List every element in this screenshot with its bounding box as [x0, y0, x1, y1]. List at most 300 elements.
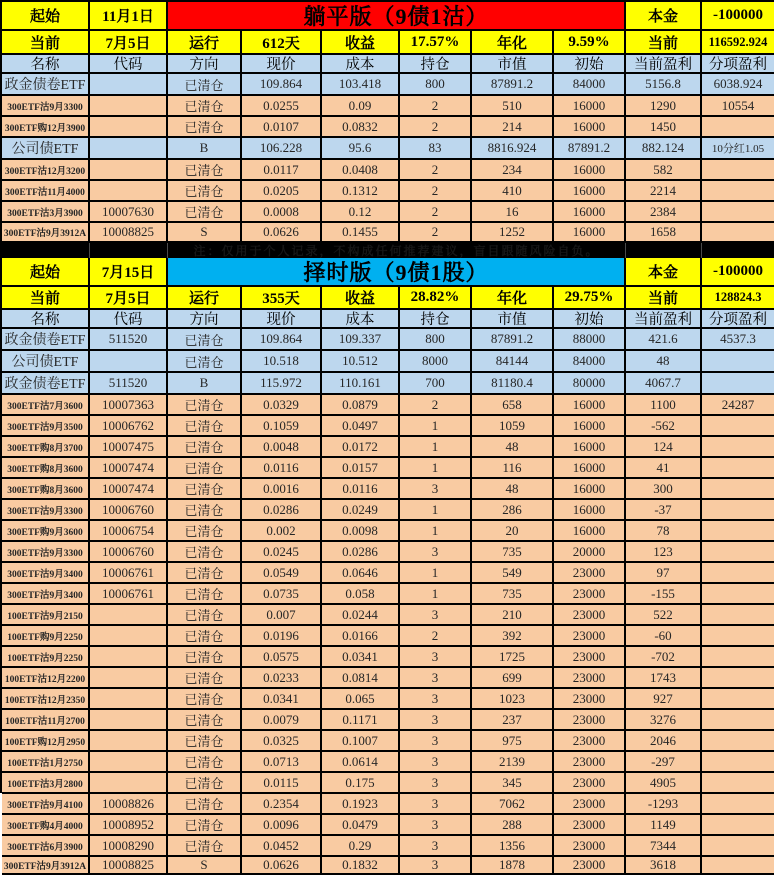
cell[interactable]: 已清仓 [168, 584, 242, 605]
cell[interactable]: 3 [400, 731, 472, 752]
column-header[interactable]: 现价 [242, 310, 322, 329]
cell[interactable]: 0.0115 [242, 773, 322, 794]
cell[interactable]: 2384 [626, 202, 702, 223]
cell[interactable]: -562 [626, 416, 702, 437]
cell[interactable]: 10.512 [322, 351, 400, 373]
cell[interactable] [90, 731, 168, 752]
cell[interactable]: 41 [626, 458, 702, 479]
cell[interactable]: 1743 [626, 668, 702, 689]
cell[interactable]: 10008826 [90, 794, 168, 815]
column-header[interactable]: 当前盈利 [626, 55, 702, 74]
cell[interactable]: 已清仓 [168, 563, 242, 584]
cell[interactable]: 16000 [554, 500, 626, 521]
cell[interactable]: 23000 [554, 605, 626, 626]
annualized-label-cell[interactable]: 年化 [472, 287, 554, 310]
cell[interactable]: 1290 [626, 96, 702, 117]
cell[interactable]: 0.12 [322, 202, 400, 223]
cell[interactable] [702, 584, 774, 605]
annualized-value-cell[interactable]: 9.59% [554, 31, 626, 55]
cell[interactable]: 3 [400, 689, 472, 710]
cell[interactable]: 582 [626, 160, 702, 181]
cell[interactable]: 0.1455 [322, 223, 400, 243]
cell[interactable]: 10.518 [242, 351, 322, 373]
cell[interactable]: 23000 [554, 626, 626, 647]
cell[interactable]: 2046 [626, 731, 702, 752]
cell[interactable]: 95.6 [322, 138, 400, 160]
cell[interactable]: 0.0079 [242, 710, 322, 731]
cell[interactable]: 已清仓 [168, 117, 242, 138]
cell[interactable]: 23000 [554, 752, 626, 773]
column-header[interactable]: 名称 [2, 310, 90, 329]
current-date-cell[interactable]: 7月5日 [90, 31, 168, 55]
cell[interactable]: 1 [400, 458, 472, 479]
cell[interactable]: 23000 [554, 794, 626, 815]
cell[interactable] [702, 181, 774, 202]
column-header[interactable]: 名称 [2, 55, 90, 74]
cell[interactable]: 已清仓 [168, 479, 242, 500]
column-header[interactable]: 代码 [90, 310, 168, 329]
cell[interactable]: 3 [400, 668, 472, 689]
run-value-cell[interactable]: 355天 [242, 287, 322, 310]
column-header[interactable]: 初始 [554, 310, 626, 329]
cell[interactable]: 100ETF购12月2950 [2, 731, 90, 752]
cell[interactable] [702, 815, 774, 836]
cell[interactable]: 10006762 [90, 416, 168, 437]
cell[interactable]: 23000 [554, 710, 626, 731]
start-date-cell[interactable]: 7月15日 [90, 258, 168, 287]
cell[interactable]: 8000 [400, 351, 472, 373]
cell[interactable]: 已清仓 [168, 96, 242, 117]
cell[interactable]: 10006761 [90, 584, 168, 605]
cell[interactable]: 已清仓 [168, 836, 242, 857]
cell[interactable]: 23000 [554, 857, 626, 875]
cell[interactable] [90, 74, 168, 96]
cell[interactable]: 1252 [472, 223, 554, 243]
cell[interactable]: 已清仓 [168, 500, 242, 521]
cell[interactable]: 300ETF沽9月3500 [2, 416, 90, 437]
cell[interactable]: 0.0166 [322, 626, 400, 647]
cell[interactable]: 0.0233 [242, 668, 322, 689]
cell[interactable]: 16000 [554, 223, 626, 243]
cell[interactable]: 549 [472, 563, 554, 584]
cell[interactable]: 23000 [554, 773, 626, 794]
cell[interactable] [702, 773, 774, 794]
cell[interactable] [702, 437, 774, 458]
principal-value-cell[interactable]: -100000 [702, 258, 774, 287]
cell[interactable]: 700 [400, 373, 472, 395]
cell[interactable]: 10007474 [90, 479, 168, 500]
now-label-cell[interactable]: 当前 [626, 287, 702, 310]
cell[interactable]: 2 [400, 181, 472, 202]
cell[interactable]: 2 [400, 626, 472, 647]
cell[interactable] [702, 731, 774, 752]
cell[interactable]: 522 [626, 605, 702, 626]
cell[interactable]: 300ETF购8月3700 [2, 437, 90, 458]
cell[interactable] [702, 626, 774, 647]
cell[interactable]: 23000 [554, 563, 626, 584]
cell[interactable]: 已清仓 [168, 710, 242, 731]
cell[interactable]: 300ETF沽9月3400 [2, 584, 90, 605]
current-date-cell[interactable]: 7月5日 [90, 287, 168, 310]
cell[interactable]: 0.09 [322, 96, 400, 117]
cell[interactable]: 300ETF沽9月3300 [2, 96, 90, 117]
cell[interactable] [702, 542, 774, 563]
cell[interactable] [90, 647, 168, 668]
cell[interactable]: 23000 [554, 731, 626, 752]
cell[interactable]: 87891.2 [472, 74, 554, 96]
cell[interactable]: 已清仓 [168, 773, 242, 794]
cell[interactable]: 392 [472, 626, 554, 647]
cell[interactable]: 10分红1.05 [702, 138, 774, 160]
cell[interactable]: 0.0497 [322, 416, 400, 437]
cell[interactable]: 100ETF沽12月2350 [2, 689, 90, 710]
cell[interactable]: 116 [472, 458, 554, 479]
cell[interactable]: 3 [400, 794, 472, 815]
cell[interactable]: 公司债ETF [2, 138, 90, 160]
cell[interactable]: 3 [400, 605, 472, 626]
cell[interactable]: 已清仓 [168, 351, 242, 373]
cell[interactable]: 300ETF沽7月3600 [2, 395, 90, 416]
cell[interactable]: 8816.924 [472, 138, 554, 160]
cell[interactable]: 0.0107 [242, 117, 322, 138]
cell[interactable]: 0.1007 [322, 731, 400, 752]
cell[interactable]: 0.0096 [242, 815, 322, 836]
now-label-cell[interactable]: 当前 [626, 31, 702, 55]
cell[interactable]: 0.1923 [322, 794, 400, 815]
column-header[interactable]: 代码 [90, 55, 168, 74]
cell[interactable]: 10007630 [90, 202, 168, 223]
cell[interactable]: 234 [472, 160, 554, 181]
cell[interactable] [702, 563, 774, 584]
cell[interactable]: 0.0408 [322, 160, 400, 181]
cell[interactable]: 16000 [554, 202, 626, 223]
cell[interactable]: 已清仓 [168, 202, 242, 223]
cell[interactable]: 1149 [626, 815, 702, 836]
cell[interactable]: 7062 [472, 794, 554, 815]
cell[interactable]: 286 [472, 500, 554, 521]
cell[interactable]: 公司债ETF [2, 351, 90, 373]
cell[interactable]: 100ETF沽3月2800 [2, 773, 90, 794]
cell[interactable]: 10008952 [90, 815, 168, 836]
cell[interactable]: 4537.3 [702, 329, 774, 351]
cell[interactable] [702, 752, 774, 773]
cell[interactable]: 0.0048 [242, 437, 322, 458]
cell[interactable]: 0.058 [322, 584, 400, 605]
cell[interactable]: 23000 [554, 584, 626, 605]
cell[interactable]: 10006761 [90, 563, 168, 584]
cell[interactable] [90, 710, 168, 731]
cell[interactable]: 78 [626, 521, 702, 542]
cell[interactable]: 0.0479 [322, 815, 400, 836]
cell[interactable]: 100ETF沽12月2200 [2, 668, 90, 689]
cell[interactable]: 0.007 [242, 605, 322, 626]
cell[interactable]: 81180.4 [472, 373, 554, 395]
cell[interactable]: 10006760 [90, 500, 168, 521]
run-value-cell[interactable]: 612天 [242, 31, 322, 55]
cell[interactable]: 已清仓 [168, 668, 242, 689]
cell[interactable]: 0.0172 [322, 437, 400, 458]
cell[interactable]: 300ETF沽9月3300 [2, 500, 90, 521]
cell[interactable]: 0.0329 [242, 395, 322, 416]
cell[interactable]: 927 [626, 689, 702, 710]
cell[interactable]: 10008825 [90, 857, 168, 875]
cell[interactable]: 0.0098 [322, 521, 400, 542]
cell[interactable]: 0.065 [322, 689, 400, 710]
cell[interactable]: 1059 [472, 416, 554, 437]
cell[interactable]: 0.29 [322, 836, 400, 857]
cell[interactable]: -155 [626, 584, 702, 605]
cell[interactable]: 1100 [626, 395, 702, 416]
cell[interactable]: 已清仓 [168, 605, 242, 626]
column-header[interactable]: 分项盈利 [702, 310, 774, 329]
cell[interactable]: -37 [626, 500, 702, 521]
cell[interactable]: 20000 [554, 542, 626, 563]
cell[interactable] [702, 521, 774, 542]
cell[interactable]: 10007475 [90, 437, 168, 458]
cell[interactable]: 10008825 [90, 223, 168, 243]
cell[interactable]: S [168, 223, 242, 243]
cell[interactable]: 300ETF购12月3900 [2, 117, 90, 138]
cell[interactable] [702, 794, 774, 815]
cell[interactable]: 300ETF沽12月3200 [2, 160, 90, 181]
cell[interactable]: 84000 [554, 74, 626, 96]
column-header[interactable]: 成本 [322, 55, 400, 74]
cell[interactable] [702, 500, 774, 521]
cell[interactable]: 2 [400, 117, 472, 138]
cell[interactable]: 0.0016 [242, 479, 322, 500]
cell[interactable]: 3618 [626, 857, 702, 875]
cell[interactable] [702, 458, 774, 479]
cell[interactable] [702, 351, 774, 373]
cell[interactable]: 0.0205 [242, 181, 322, 202]
cell[interactable]: 16000 [554, 416, 626, 437]
cell[interactable]: 0.175 [322, 773, 400, 794]
cell[interactable]: 210 [472, 605, 554, 626]
cell[interactable]: 109.864 [242, 329, 322, 351]
cell[interactable]: 83 [400, 138, 472, 160]
cell[interactable] [90, 351, 168, 373]
cell[interactable]: 1356 [472, 836, 554, 857]
cell[interactable]: 5156.8 [626, 74, 702, 96]
cell[interactable]: 16000 [554, 458, 626, 479]
cell[interactable]: 政金债卷ETF [2, 373, 90, 395]
cell[interactable] [702, 710, 774, 731]
principal-value-cell[interactable]: -100000 [702, 2, 774, 31]
cell[interactable]: 300ETF购8月3600 [2, 458, 90, 479]
cell[interactable]: 0.1832 [322, 857, 400, 875]
cell[interactable]: 23000 [554, 668, 626, 689]
start-date-cell[interactable]: 11月1日 [90, 2, 168, 31]
cell[interactable] [702, 416, 774, 437]
cell[interactable]: 115.972 [242, 373, 322, 395]
cell[interactable]: 410 [472, 181, 554, 202]
cell[interactable]: 0.002 [242, 521, 322, 542]
cell[interactable]: 0.0286 [322, 542, 400, 563]
cell[interactable]: 3 [400, 752, 472, 773]
now-value-cell[interactable]: 128824.3 [702, 287, 774, 310]
cell[interactable]: 421.6 [626, 329, 702, 351]
cell[interactable]: 800 [400, 74, 472, 96]
cell[interactable]: 87891.2 [472, 329, 554, 351]
cell[interactable]: 2 [400, 395, 472, 416]
cell[interactable]: 0.0814 [322, 668, 400, 689]
cell[interactable]: 已清仓 [168, 626, 242, 647]
cell[interactable]: 已清仓 [168, 815, 242, 836]
return-value-cell[interactable]: 28.82% [400, 287, 472, 310]
cell[interactable]: 0.0549 [242, 563, 322, 584]
cell[interactable]: 100ETF购9月2250 [2, 626, 90, 647]
column-header[interactable]: 持仓 [400, 55, 472, 74]
cell[interactable] [702, 479, 774, 500]
cell[interactable]: 3 [400, 773, 472, 794]
column-header[interactable]: 市值 [472, 310, 554, 329]
cell[interactable]: 10008290 [90, 836, 168, 857]
cell[interactable]: S [168, 857, 242, 875]
cell[interactable]: 已清仓 [168, 395, 242, 416]
cell[interactable]: 2214 [626, 181, 702, 202]
cell[interactable]: 300ETF购8月3600 [2, 479, 90, 500]
cell[interactable] [90, 752, 168, 773]
cell[interactable]: 0.0157 [322, 458, 400, 479]
cell[interactable]: 511520 [90, 329, 168, 351]
cell[interactable]: 800 [400, 329, 472, 351]
cell[interactable]: 23000 [554, 815, 626, 836]
cell[interactable]: 7344 [626, 836, 702, 857]
cell[interactable]: 510 [472, 96, 554, 117]
cell[interactable]: 已清仓 [168, 74, 242, 96]
cell[interactable]: 2 [400, 96, 472, 117]
cell[interactable] [90, 160, 168, 181]
cell[interactable]: 已清仓 [168, 647, 242, 668]
cell[interactable]: 48 [472, 437, 554, 458]
cell[interactable] [90, 773, 168, 794]
cell[interactable]: 0.0713 [242, 752, 322, 773]
cell[interactable]: B [168, 138, 242, 160]
cell[interactable]: 100ETF沽1月2750 [2, 752, 90, 773]
start-label-cell[interactable]: 起始 [2, 2, 90, 31]
cell[interactable]: 16000 [554, 479, 626, 500]
principal-label-cell[interactable]: 本金 [626, 2, 702, 31]
cell[interactable] [90, 605, 168, 626]
cell[interactable]: 已清仓 [168, 731, 242, 752]
principal-label-cell[interactable]: 本金 [626, 258, 702, 287]
cell[interactable]: 3 [400, 836, 472, 857]
cell[interactable]: 109.337 [322, 329, 400, 351]
cell[interactable]: 已清仓 [168, 160, 242, 181]
cell[interactable]: 1 [400, 563, 472, 584]
cell[interactable]: 1878 [472, 857, 554, 875]
cell[interactable]: 0.1059 [242, 416, 322, 437]
run-label-cell[interactable]: 运行 [168, 287, 242, 310]
return-label-cell[interactable]: 收益 [322, 287, 400, 310]
cell[interactable]: 84000 [554, 351, 626, 373]
cell[interactable]: 0.0575 [242, 647, 322, 668]
cell[interactable]: 23000 [554, 836, 626, 857]
cell[interactable]: 214 [472, 117, 554, 138]
cell[interactable]: 0.0245 [242, 542, 322, 563]
cell[interactable] [702, 223, 774, 243]
cell[interactable]: 10007474 [90, 458, 168, 479]
cell[interactable]: 345 [472, 773, 554, 794]
cell[interactable]: 0.0341 [242, 689, 322, 710]
column-header[interactable]: 方向 [168, 55, 242, 74]
now-value-cell[interactable]: 116592.924 [702, 31, 774, 55]
cell[interactable]: B [168, 373, 242, 395]
cell[interactable]: 已清仓 [168, 458, 242, 479]
cell[interactable] [702, 668, 774, 689]
cell[interactable]: 0.0286 [242, 500, 322, 521]
cell[interactable] [90, 96, 168, 117]
cell[interactable]: 237 [472, 710, 554, 731]
return-value-cell[interactable]: 17.57% [400, 31, 472, 55]
cell[interactable]: 0.2354 [242, 794, 322, 815]
cell[interactable]: 3 [400, 710, 472, 731]
cell[interactable]: 100ETF沽9月2150 [2, 605, 90, 626]
cell[interactable]: 0.0325 [242, 731, 322, 752]
cell[interactable]: 300ETF沽9月3912A [2, 223, 90, 243]
cell[interactable]: 3 [400, 647, 472, 668]
cell[interactable]: 16 [472, 202, 554, 223]
cell[interactable] [90, 689, 168, 710]
cell[interactable]: 已清仓 [168, 521, 242, 542]
cell[interactable]: 16000 [554, 160, 626, 181]
cell[interactable] [90, 181, 168, 202]
cell[interactable]: 300ETF沽9月3400 [2, 563, 90, 584]
cell[interactable]: 3276 [626, 710, 702, 731]
current-label-cell[interactable]: 当前 [2, 31, 90, 55]
cell[interactable]: 已清仓 [168, 752, 242, 773]
cell[interactable]: 300ETF沽3月3900 [2, 202, 90, 223]
cell[interactable]: 123 [626, 542, 702, 563]
cell[interactable] [702, 689, 774, 710]
cell[interactable]: 97 [626, 563, 702, 584]
cell[interactable]: 1725 [472, 647, 554, 668]
cell[interactable]: 0.0735 [242, 584, 322, 605]
cell[interactable] [90, 668, 168, 689]
cell[interactable]: 300ETF沽6月3900 [2, 836, 90, 857]
cell[interactable]: 1 [400, 584, 472, 605]
cell[interactable]: 24287 [702, 395, 774, 416]
cell[interactable]: 0.0244 [322, 605, 400, 626]
cell[interactable]: 已清仓 [168, 542, 242, 563]
cell[interactable]: 300ETF购4月4000 [2, 815, 90, 836]
column-header[interactable]: 持仓 [400, 310, 472, 329]
cell[interactable]: 0.0116 [322, 479, 400, 500]
cell[interactable] [702, 836, 774, 857]
column-header[interactable]: 现价 [242, 55, 322, 74]
cell[interactable]: 已清仓 [168, 437, 242, 458]
cell[interactable]: 288 [472, 815, 554, 836]
cell[interactable]: -297 [626, 752, 702, 773]
cell[interactable]: -60 [626, 626, 702, 647]
cell[interactable]: 16000 [554, 96, 626, 117]
cell[interactable] [702, 202, 774, 223]
annualized-value-cell[interactable]: 29.75% [554, 287, 626, 310]
cell[interactable]: 1023 [472, 689, 554, 710]
cell[interactable]: 48 [472, 479, 554, 500]
cell[interactable]: 1658 [626, 223, 702, 243]
cell[interactable]: 1 [400, 437, 472, 458]
cell[interactable]: 511520 [90, 373, 168, 395]
cell[interactable]: 2 [400, 202, 472, 223]
cell[interactable]: 100ETF沽9月2250 [2, 647, 90, 668]
cell[interactable]: 658 [472, 395, 554, 416]
cell[interactable]: 16000 [554, 395, 626, 416]
cell[interactable]: 已清仓 [168, 689, 242, 710]
cell[interactable]: 20 [472, 521, 554, 542]
cell[interactable]: 0.0255 [242, 96, 322, 117]
cell[interactable]: 2 [400, 223, 472, 243]
